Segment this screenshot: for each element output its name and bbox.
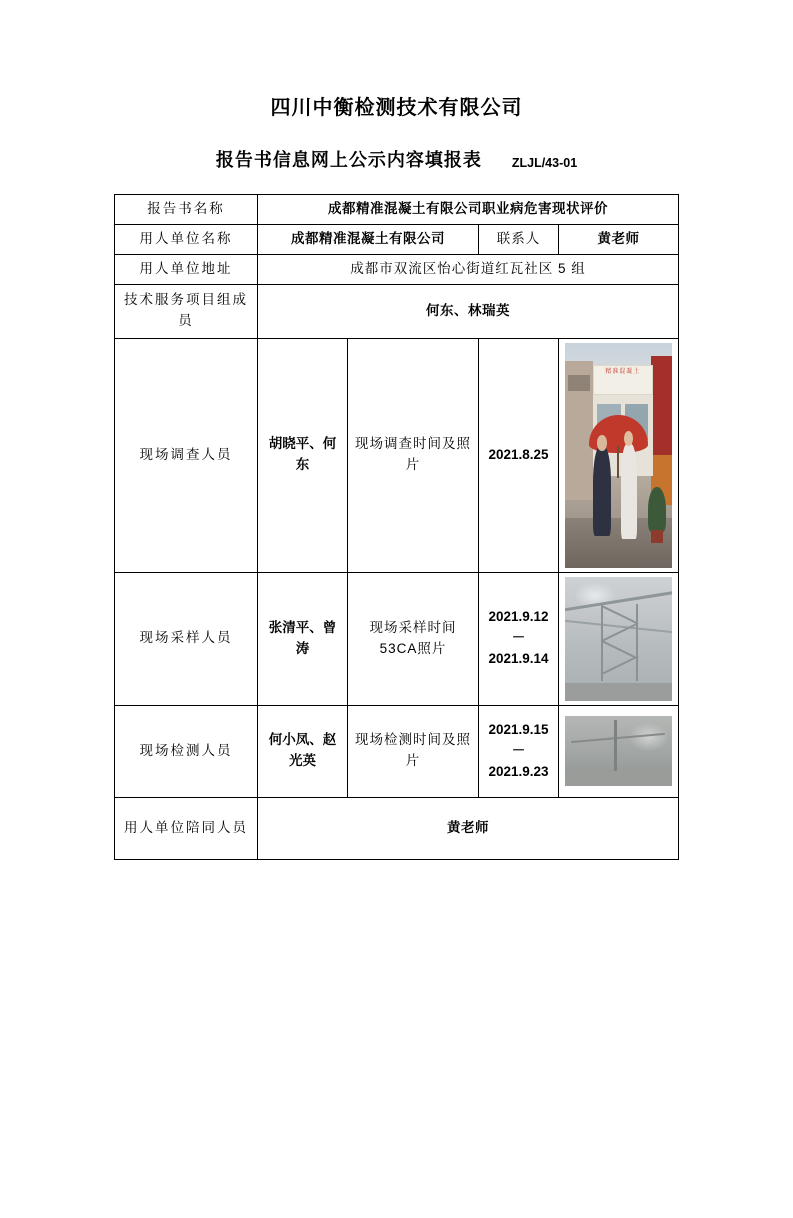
photo-person-left [593, 446, 611, 536]
photo-pole [614, 720, 617, 772]
row-value-report-name: 成都精准混凝土有限公司职业病危害现状评价 [258, 195, 679, 225]
table-row [115, 224, 679, 254]
row-value-employer-address: 成都市双流区怡心街道红瓦社区 5 组 [258, 254, 679, 284]
row-desc-site-survey: 现场调查时间及照片 [348, 338, 479, 572]
row-date-site-sampling: 2021.9.12－2021.9.14 [479, 572, 559, 705]
table-row [115, 338, 679, 572]
row-value-team-members: 何东、林瑞英 [258, 284, 679, 338]
form-code: ZLJL/43-01 [511, 156, 578, 170]
photo-wrapper [565, 577, 672, 701]
site-sampling-photo [565, 577, 672, 701]
photo-plant [648, 487, 665, 532]
page-title: 四川中衡检测技术有限公司 [270, 97, 523, 119]
row-label-employer-address: 用人单位地址 [115, 254, 258, 284]
row-label-employer-name: 用人单位名称 [115, 224, 258, 254]
row-persons-site-sampling: 张清平、曾涛 [258, 572, 348, 705]
row-label-site-sampling: 现场采样人员 [115, 572, 258, 705]
row-persons-site-detection: 何小凤、赵光英 [258, 705, 348, 797]
site-survey-photo [565, 343, 672, 568]
row-label-team-members: 技术服务项目组成员 [115, 284, 258, 338]
row-value-employer-name: 成都精准混凝土有限公司 [258, 224, 479, 254]
photo-red-wall [651, 356, 672, 455]
row-date-site-survey: 2021.8.25 [479, 338, 559, 572]
photo-floor [565, 683, 672, 700]
photo-person-left-head [597, 435, 607, 451]
form-title: 报告书信息网上公示内容填报表 [215, 150, 482, 170]
table-row [115, 195, 679, 225]
row-persons-site-survey: 胡晓平、何东 [258, 338, 348, 572]
photo-building-left [565, 361, 593, 501]
row-label-contact-person: 联系人 [479, 224, 559, 254]
table-row [115, 705, 679, 797]
report-info-table [114, 194, 679, 860]
row-desc-site-sampling: 现场采样时间53CA照片 [348, 572, 479, 705]
photo-wrapper [565, 343, 672, 568]
row-desc-site-detection: 现场检测时间及照片 [348, 705, 479, 797]
table-row [115, 284, 679, 338]
row-label-report-name: 报告书名称 [115, 195, 258, 225]
table-row [115, 572, 679, 705]
site-detection-photo [565, 716, 672, 786]
photo-umbrella-pole [617, 446, 619, 478]
photo-person-right [621, 444, 637, 539]
document-page [0, 96, 793, 1218]
subtitle-row [0, 146, 793, 172]
photo-wrapper [565, 716, 672, 786]
photo-floor [565, 771, 672, 786]
row-label-accompanying-staff: 用人单位陪同人员 [115, 797, 258, 859]
row-photo-site-sampling [559, 572, 679, 705]
row-date-site-detection: 2021.9.15－2021.9.23 [479, 705, 559, 797]
table-row [115, 797, 679, 859]
photo-plant-pot [651, 530, 664, 544]
row-value-contact-person: 黄老师 [559, 224, 679, 254]
photo-sign-text: 精准混凝土 [605, 368, 641, 375]
table-row [115, 254, 679, 284]
row-label-site-survey: 现场调查人员 [115, 338, 258, 572]
row-label-site-detection: 现场检测人员 [115, 705, 258, 797]
row-photo-site-survey [559, 338, 679, 572]
row-photo-site-detection [559, 705, 679, 797]
row-value-accompanying-staff: 黄老师 [258, 797, 679, 859]
